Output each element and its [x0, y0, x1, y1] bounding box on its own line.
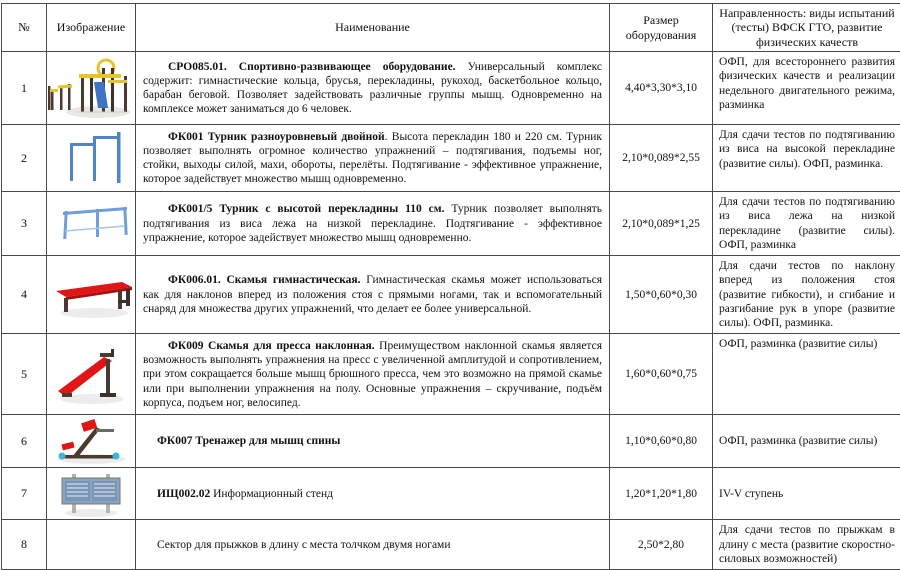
col-header-size: Размер оборудования [610, 4, 713, 52]
equipment-table [1, 3, 900, 570]
direction-cell [713, 192, 900, 256]
equipment-image-cell [47, 52, 136, 125]
col-header-name: Наименование [136, 4, 610, 52]
size-cell: 1,10*0,60*0,80 [610, 415, 713, 468]
direction-text: Для сдачи тестов по подтягиванию из виса лежа на низкой перекладине (развитие силы). ОФП, разминка [719, 195, 895, 252]
equipment-code: ИЩ002.02 [157, 488, 210, 500]
name-cell [136, 125, 610, 192]
direction-cell [713, 125, 900, 192]
table-row [2, 468, 900, 520]
size-cell: 1,50*0,60*0,30 [610, 256, 713, 334]
equipment-code: ФК001 Турник разноуровневый двойной [168, 131, 385, 143]
table-row [2, 125, 900, 192]
table-row [2, 256, 900, 334]
incline-abs-bench-icon [48, 341, 134, 407]
equipment-description: Универсальный комплекс содержит: гимнастические кольца, брусья, перекладины, рукоход, баскетбольное кольцо, барабан беговой. Позволяет задействовать различные группы мышц. Одновременно на комплексе может заниматься до 6 человек. [143, 61, 602, 116]
equipment-image-cell [47, 125, 136, 192]
header-row [2, 4, 900, 52]
row-number: 8 [2, 520, 47, 570]
equipment-code: СРО085.01. Спортивно-развивающее оборудование. [168, 61, 456, 73]
size-cell: 1,20*1,20*1,80 [610, 468, 713, 520]
name-cell [136, 468, 610, 520]
direction-cell [713, 415, 900, 468]
row-number: 7 [2, 468, 47, 520]
equipment-code: ФК009 Скамья для пресса наклонная. [168, 340, 375, 352]
equipment-description: . Высота перекладин 180 и 220 см. Турник позволяет выполнять огромное количество упражнений – подтягивания, подъемы ног, стойки, выходы силой, махи, обороты, перелёты. Подтягивание - эффективное упражнение, которое задействует множество мышц одновременно. [143, 131, 602, 186]
name-cell [136, 192, 610, 256]
info-stand-icon [48, 470, 134, 518]
direction-cell [713, 468, 900, 520]
name-cell [136, 52, 610, 125]
equipment-code: ФК007 Тренажер для мышц спины [157, 435, 340, 447]
direction-text: Для сдачи тестов по прыжкам в длину с места (развитие скоростно-силовых возможностей) [719, 523, 895, 566]
size-cell: 2,50*2,80 [610, 520, 713, 570]
name-cell [136, 520, 610, 570]
direction-cell [713, 334, 900, 415]
playground-complex-icon [48, 56, 134, 120]
size-cell: 2,10*0,089*2,55 [610, 125, 713, 192]
name-cell [136, 415, 610, 468]
table-row [2, 52, 900, 125]
col-header-image: Изображение [47, 4, 136, 52]
equipment-image-cell [47, 520, 136, 570]
table-row [2, 415, 900, 468]
equipment-image-cell [47, 192, 136, 256]
col-header-direction: Направленность: виды испытаний (тесты) ВФСК ГТО, развитие физических качеств [713, 4, 900, 52]
table-row [2, 192, 900, 256]
equipment-code: ФК006.01. Скамья гимнастическая. [168, 274, 361, 286]
equipment-image-cell [47, 256, 136, 334]
row-number: 1 [2, 52, 47, 125]
direction-cell [713, 52, 900, 125]
direction-text: ОФП, разминка (развитие силы) [719, 337, 895, 351]
direction-text: Для сдачи тестов по подтягиванию из виса на высокой перекладине (развитие силы). ОФП, разминка. [719, 128, 895, 171]
back-trainer-icon [48, 417, 134, 465]
row-number: 4 [2, 256, 47, 334]
col-header-number: № [2, 4, 47, 52]
table-row [2, 520, 900, 570]
equipment-description: Турник позволяет выполнять подтягивания из виса лежа на низкой перекладине. Подтягивание - эффективное упражнение, которое задействует множество мышц одновременно. [143, 203, 602, 244]
name-cell [136, 334, 610, 415]
direction-cell [713, 520, 900, 570]
size-cell: 4,40*3,30*3,10 [610, 52, 713, 125]
row-number: 5 [2, 334, 47, 415]
size-cell: 1,60*0,60*0,75 [610, 334, 713, 415]
equipment-description: Сектор для прыжков в длину с места толчком двумя ногами [157, 539, 450, 551]
row-number: 3 [2, 192, 47, 256]
equipment-description: Преимуществом наклонной скамья является возможность выполнять упражнения на пресс с увеличенной амплитудой и сопротивлением, при этом сокращается больше мышц брюшного пресса, чем это возможно на прямой скамье или при выполнении упражнения на полу. Основные упражнения – скручивание, подъём корпуса, подъем ног, велосипед. [143, 340, 602, 409]
equipment-image-cell [47, 468, 136, 520]
name-cell [136, 256, 610, 334]
equipment-code: ФК001/5 Турник с высотой перекладины 110 см. [168, 203, 444, 215]
equipment-image-cell [47, 334, 136, 415]
direction-text: ОФП, разминка (развитие силы) [719, 434, 895, 448]
equipment-image-cell [47, 415, 136, 468]
direction-text: ОФП, для всестороннего развития физических качеств и реализации недельного двигательного режима, разминка [719, 55, 895, 112]
equipment-description: Информационный стенд [210, 488, 333, 500]
table-row [2, 334, 900, 415]
low-bar-icon [48, 201, 134, 247]
row-number: 6 [2, 415, 47, 468]
gym-bench-icon [48, 269, 134, 321]
row-number: 2 [2, 125, 47, 192]
equipment-description: Гимнастическая скамья может использоваться как для наклонов вперед из положения стоя с прямыми ногами, так и вспомогательный снаряд для множества других упражнений, что делает ее более универсальной. [143, 274, 602, 315]
direction-text: Для сдачи тестов по наклону вперед из положения стоя (развитие гибкости), и сгибание и разгибание рук в упоре (развитие силы). ОФП, разминка. [719, 259, 895, 330]
size-cell: 2,10*0,089*1,25 [610, 192, 713, 256]
direction-cell [713, 256, 900, 334]
double-pullup-bar-icon [48, 128, 134, 188]
direction-text: IV-V ступень [719, 487, 895, 501]
